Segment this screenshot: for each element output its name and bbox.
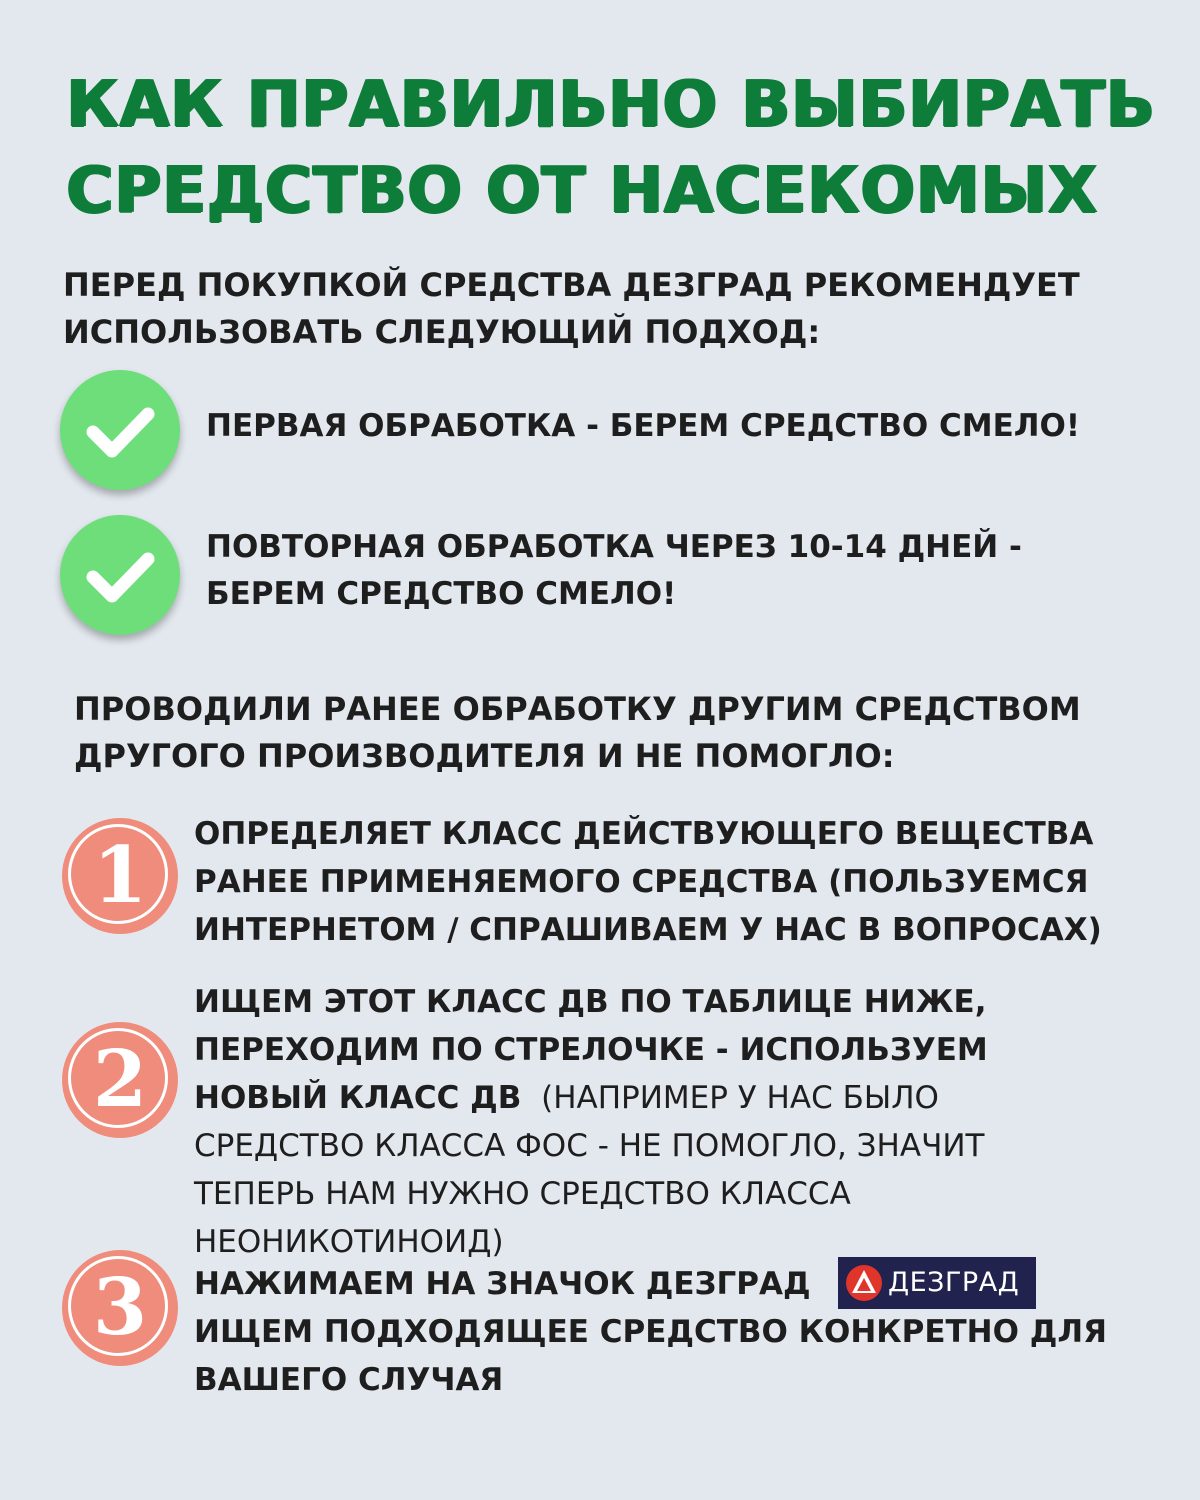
step-line: ИНТЕРНЕТОМ / СПРАШИВАЕМ У НАС В ВОПРОСАХ) (194, 912, 1102, 948)
step-number-badge (62, 818, 178, 934)
title-line: СРЕДСТВО ОТ НАСЕКОМЫХ (66, 154, 1098, 228)
title-line: КАК ПРАВИЛЬНО ВЫБИРАТЬ (66, 68, 1156, 142)
check-item-line: БЕРЕМ СРЕДСТВО СМЕЛО! (206, 576, 677, 612)
step-note-line: НЕОНИКОТИНОИД) (194, 1224, 504, 1260)
step-line: НАЖИМАЕМ НА ЗНАЧОК ДЕЗГРАД (194, 1266, 811, 1302)
step-note: (НАПРИМЕР У НАС БЫЛО (541, 1080, 939, 1116)
step-note-line: СРЕДСТВО КЛАССА ФОС - НЕ ПОМОГЛО, ЗНАЧИТ (194, 1128, 985, 1164)
intro-text (63, 262, 1163, 356)
step-text (194, 810, 1102, 954)
checkmark-icon (60, 515, 180, 635)
section-heading (74, 686, 1174, 780)
step-number-badge (62, 1022, 178, 1138)
step-number: 1 (92, 830, 148, 921)
intro-line: ПЕРЕД ПОКУПКОЙ СРЕДСТВА ДЕЗГРАД РЕКОМЕНДУЕТ (63, 266, 1080, 304)
step-line: ВАШЕГО СЛУЧАЯ (194, 1362, 504, 1398)
step-line: ИЩЕМ ПОДХОДЯЩЕЕ СРЕДСТВО КОНКРЕТНО ДЛЯ (194, 1314, 1108, 1350)
step-number: 2 (92, 1034, 148, 1125)
dezgrad-logo[interactable] (838, 1257, 1036, 1309)
dezgrad-logo-icon (845, 1264, 883, 1302)
section-heading-line: ПРОВОДИЛИ РАНЕЕ ОБРАБОТКУ ДРУГИМ СРЕДСТВОМ (74, 690, 1081, 728)
check-item-text (206, 403, 1080, 450)
check-item-line: ПОВТОРНАЯ ОБРАБОТКА ЧЕРЕЗ 10-14 ДНЕЙ - (206, 529, 1022, 565)
dezgrad-logo-text: ДЕЗГРАД (888, 1267, 1020, 1298)
step-line: ОПРЕДЕЛЯЕТ КЛАСС ДЕЙСТВУЮЩЕГО ВЕЩЕСТВА (194, 816, 1094, 852)
step-note-line: ТЕПЕРЬ НАМ НУЖНО СРЕДСТВО КЛАССА (194, 1176, 851, 1212)
step-line: РАНЕЕ ПРИМЕНЯЕМОГО СРЕДСТВА (ПОЛЬЗУЕМСЯ (194, 864, 1089, 900)
step-number-badge (62, 1250, 178, 1366)
check-item-text (206, 524, 1022, 618)
checkmark-icon (60, 370, 180, 490)
intro-line: ИСПОЛЬЗОВАТЬ СЛЕДУЮЩИЙ ПОДХОД: (63, 313, 821, 351)
step-line: ИЩЕМ ЭТОТ КЛАСС ДВ ПО ТАБЛИЦЕ НИЖЕ, (194, 984, 987, 1020)
step-number: 3 (92, 1262, 148, 1353)
section-heading-line: ДРУГОГО ПРОИЗВОДИТЕЛЯ И НЕ ПОМОГЛО: (74, 737, 895, 775)
page-title (66, 62, 1166, 234)
step-line: ПЕРЕХОДИМ ПО СТРЕЛОЧКЕ - ИСПОЛЬЗУЕМ (194, 1032, 988, 1068)
step-line-mixed (194, 1074, 988, 1122)
check-item-line: ПЕРВАЯ ОБРАБОТКА - БЕРЕМ СРЕДСТВО СМЕЛО! (206, 408, 1081, 444)
checkmark-icon (60, 515, 180, 635)
step-text (194, 978, 988, 1266)
step-line: НОВЫЙ КЛАСС ДВ (194, 1080, 522, 1116)
checkmark-icon (60, 370, 180, 490)
